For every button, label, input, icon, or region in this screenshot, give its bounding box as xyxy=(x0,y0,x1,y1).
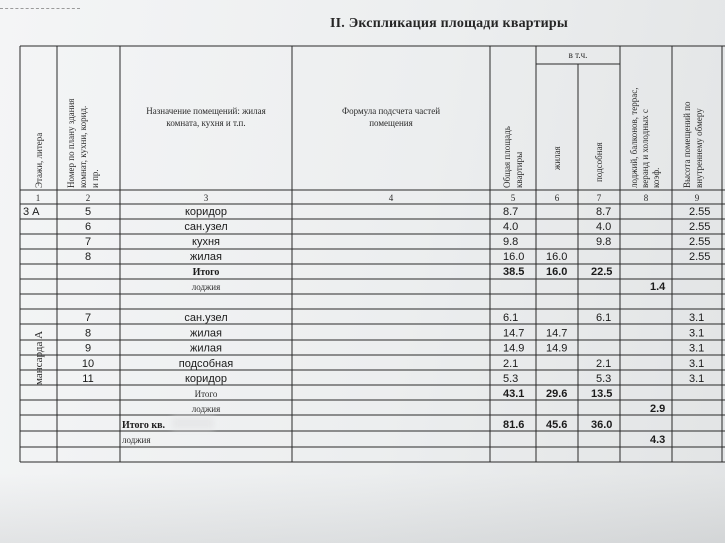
room-number: 8 xyxy=(84,327,92,340)
svg-text:Высота помещений по: Высота помещений по xyxy=(682,101,692,188)
rows-section-2 xyxy=(82,312,704,385)
col-num-6: 6 xyxy=(554,193,560,203)
col-num-7: 7 xyxy=(596,193,602,203)
table-row xyxy=(85,206,710,218)
header-purpose-l1: Назначение помещений: жилая xyxy=(146,106,266,116)
col-num-4: 4 xyxy=(388,193,394,203)
room-aux-area: 8.7 xyxy=(596,206,612,218)
room-living-area: 16.0 xyxy=(546,251,568,263)
loggia-total-value: 4.3 xyxy=(650,434,666,446)
header-floor: Этажи, литера xyxy=(34,132,44,188)
subtotal-1-total: 38.5 xyxy=(503,266,525,278)
col-num-1: 1 xyxy=(35,193,41,203)
svg-text:комнат, кухни, корид.: комнат, кухни, корид. xyxy=(78,105,88,188)
header-purpose-l2: комната, кухня и т.п. xyxy=(166,118,246,128)
loggia-total-label: лоджия xyxy=(122,435,151,445)
room-name: сан.узел xyxy=(184,221,228,233)
room-total-area: 6.1 xyxy=(503,312,519,324)
subtotal-row-2 xyxy=(195,388,613,400)
room-number: 8 xyxy=(84,251,92,263)
header-formula-l2: помещения xyxy=(369,118,413,128)
svg-text:коэф.: коэф. xyxy=(651,167,661,188)
subtotal-1-label: Итого xyxy=(192,267,220,278)
loggia-row-2 xyxy=(192,403,666,415)
room-height: 2.55 xyxy=(689,236,711,248)
col-num-5: 5 xyxy=(510,193,516,203)
table-row xyxy=(82,373,704,385)
room-total-area: 8.7 xyxy=(503,206,519,218)
loggia-1-label: лоджия xyxy=(191,282,221,292)
room-living-area: 14.9 xyxy=(546,342,568,355)
loggia-2-value: 2.9 xyxy=(650,403,666,415)
room-total-area: 14.7 xyxy=(503,327,525,340)
room-number: 7 xyxy=(84,312,92,324)
subtotal-1-living: 16.0 xyxy=(546,266,568,278)
room-name: сан.узел xyxy=(184,312,228,324)
room-name: кухня xyxy=(192,236,220,248)
room-number: 10 xyxy=(81,357,95,370)
room-total-area: 4.0 xyxy=(503,221,519,233)
subtotal-1-aux: 22.5 xyxy=(591,266,613,278)
room-height: 3.1 xyxy=(689,373,705,386)
page-title: II. Экспликация площади квартиры xyxy=(330,16,569,31)
table-row xyxy=(85,221,710,233)
redacted-smudge xyxy=(172,417,214,429)
loggia-1-value: 1.4 xyxy=(650,281,666,293)
svg-text:лоджий, балконов, террас,: лоджий, балконов, террас, xyxy=(629,87,639,188)
header-loggia xyxy=(629,88,661,188)
header-room-number xyxy=(66,99,100,188)
svg-text:Номер по плану здания: Номер по плану здания xyxy=(66,98,76,188)
header-aux: подсобная xyxy=(594,142,604,182)
room-name: жилая xyxy=(190,251,222,263)
table-row xyxy=(82,358,704,370)
room-number: 6 xyxy=(84,221,92,233)
table-row xyxy=(85,327,704,339)
room-aux-area: 9.8 xyxy=(596,236,612,248)
column-numbers xyxy=(36,193,700,203)
loggia-2-label: лоджия xyxy=(191,404,221,414)
col-num-8: 8 xyxy=(643,193,649,203)
col-num-9: 9 xyxy=(694,193,700,203)
room-total-area: 5.3 xyxy=(503,373,519,386)
room-aux-area: 2.1 xyxy=(596,357,612,370)
room-aux-area: 5.3 xyxy=(596,373,612,386)
room-height: 3.1 xyxy=(689,342,705,355)
room-name: коридор xyxy=(185,206,227,218)
subtotal-2-label: Итого xyxy=(194,389,218,399)
room-name: жилая xyxy=(190,327,222,340)
table-row xyxy=(85,236,710,248)
grand-total-label: Итого кв. xyxy=(122,420,166,431)
room-total-area: 16.0 xyxy=(503,251,525,263)
table-row xyxy=(85,343,704,355)
room-number: 7 xyxy=(84,236,92,248)
col-num-3: 3 xyxy=(203,193,209,203)
grand-total-aux: 36.0 xyxy=(591,419,613,431)
grand-total-living: 45.6 xyxy=(546,419,568,431)
header-height xyxy=(682,101,704,188)
room-number: 11 xyxy=(82,373,94,386)
svg-text:и пр.: и пр. xyxy=(90,169,100,188)
room-name: коридор xyxy=(185,373,227,386)
room-height: 3.1 xyxy=(689,357,705,370)
header-formula-l1: Формула подсчета частей xyxy=(341,106,441,116)
loggia-total-row xyxy=(122,434,665,446)
room-aux-area: 6.1 xyxy=(596,312,612,324)
room-name: подсобная xyxy=(178,357,234,370)
subtotal-row-1 xyxy=(193,266,613,278)
room-height: 2.55 xyxy=(689,221,711,233)
room-height: 3.1 xyxy=(689,327,705,340)
svg-text:внутреннему обмеру: внутреннему обмеру xyxy=(694,108,704,188)
subtotal-2-living: 29.6 xyxy=(546,388,568,400)
floor-label-mansard: мансарда А xyxy=(33,330,45,385)
subtotal-2-aux: 13.5 xyxy=(591,388,613,400)
header-living: жилая xyxy=(552,146,562,170)
room-number: 5 xyxy=(84,206,92,218)
grand-total-total: 81.6 xyxy=(503,419,525,431)
room-total-area: 9.8 xyxy=(503,236,519,248)
room-height: 2.55 xyxy=(689,206,711,218)
room-aux-area: 4.0 xyxy=(596,221,612,233)
col-num-2: 2 xyxy=(85,193,91,203)
subtotal-2-total: 43.1 xyxy=(503,388,525,400)
room-number: 9 xyxy=(84,342,92,355)
room-name: жилая xyxy=(190,342,222,355)
header-total-area-l2: квартиры xyxy=(514,151,524,188)
table-row xyxy=(85,251,710,263)
svg-text:веранд и холодных с: веранд и холодных с xyxy=(640,109,650,188)
room-height: 3.1 xyxy=(689,312,705,324)
header-total-area-l1: Общая площадь xyxy=(502,126,512,188)
loggia-row-1 xyxy=(192,281,666,293)
room-living-area: 14.7 xyxy=(546,327,568,340)
room-height: 2.55 xyxy=(689,251,711,263)
table-row xyxy=(85,312,704,324)
floor-label-3a: 3 А xyxy=(23,206,40,218)
room-total-area: 2.1 xyxy=(503,357,519,370)
header-vtch: в т.ч. xyxy=(568,50,588,60)
room-total-area: 14.9 xyxy=(503,342,525,355)
